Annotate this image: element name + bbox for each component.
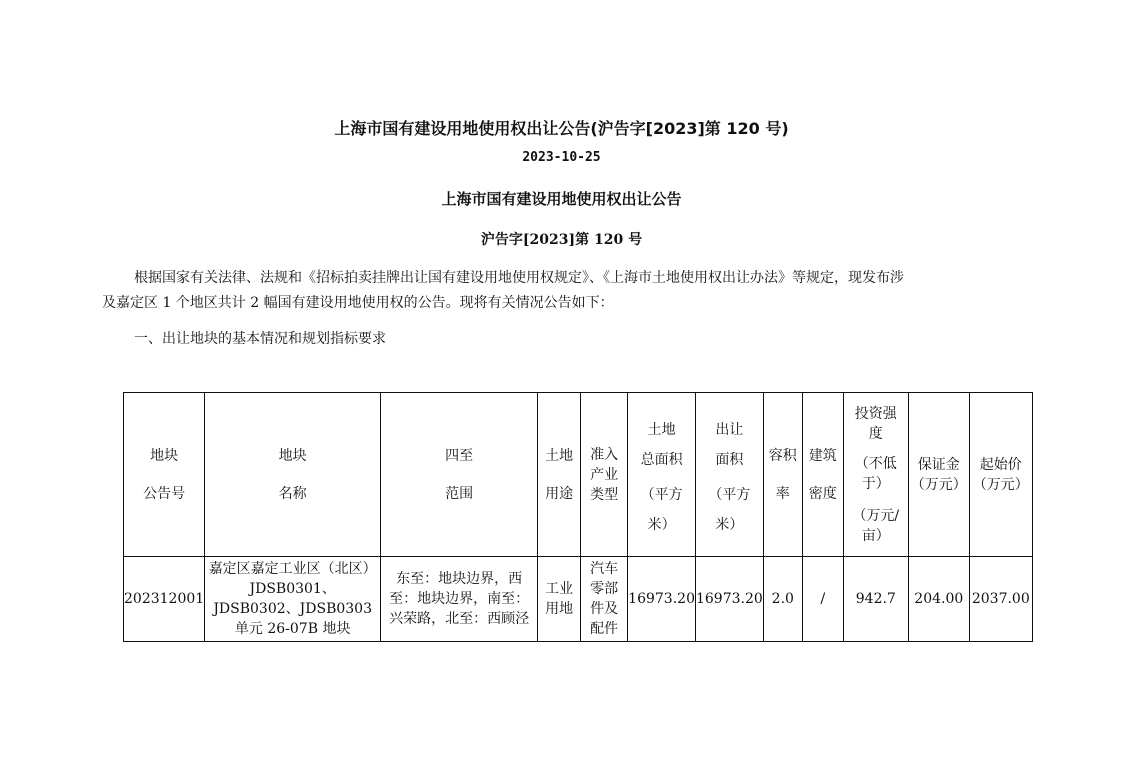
header-boundary: 四至 范围 <box>381 393 538 557</box>
header-plot-name: 地块 名称 <box>205 393 381 557</box>
cell-start-price: 2037.00 <box>969 557 1032 642</box>
cell-land-use: 工业用地 <box>538 557 581 642</box>
publish-date: 2023-10-25 <box>522 150 601 165</box>
cell-investment: 942.7 <box>843 557 908 642</box>
intro-paragraph <box>102 266 1024 316</box>
header-start-price: 起始价 （万元） <box>969 393 1032 557</box>
announcement-heading: 上海市国有建设用地使用权出让公告 <box>441 190 682 208</box>
cell-density: / <box>802 557 843 642</box>
cell-sale-area: 16973.20 <box>695 557 763 642</box>
intro-line-1: 根据国家有关法律、法规和《招标拍卖挂牌出让国有建设用地使用权规定》、《上海市土地使用权出让办法》等规定，现发布涉 <box>134 270 904 286</box>
intro-line-2: 及嘉定区 1 个地区共计 2 幅国有建设用地使用权的公告。现将有关情况公告如下： <box>102 295 614 311</box>
page-title: 上海市国有建设用地使用权出让公告(沪告字[2023]第 120 号) <box>334 119 789 138</box>
cell-industry: 汽车零部件及配件 <box>581 557 628 642</box>
cell-total-area: 16973.20 <box>628 557 696 642</box>
table-header-row <box>124 393 1033 557</box>
header-total-area: 土地 总面积 （平方 米） <box>628 393 696 557</box>
cell-deposit: 204.00 <box>908 557 969 642</box>
section-heading-1: 一、出让地块的基本情况和规划指标要求 <box>134 331 386 347</box>
header-industry: 准入 产业 类型 <box>581 393 628 557</box>
table-row <box>124 557 1033 642</box>
cell-far: 2.0 <box>763 557 802 642</box>
header-density: 建筑 密度 <box>802 393 843 557</box>
header-far: 容积 率 <box>763 393 802 557</box>
header-investment: 投资强 度 （不低 于） （万元/ 亩） <box>843 393 908 557</box>
header-deposit: 保证金 （万元） <box>908 393 969 557</box>
header-plot-no: 地块 公告号 <box>124 393 205 557</box>
cell-plot-name: 嘉定区嘉定工业区（北区）JDSB0301、JDSB0302、JDSB0303 单元 26-07B 地块 <box>205 557 381 642</box>
header-sale-area: 出让 面积 （平方 米） <box>695 393 763 557</box>
cell-plot-no: 202312001 <box>124 557 205 642</box>
header-land-use: 土地 用途 <box>538 393 581 557</box>
document-number: 沪告字[2023]第 120 号 <box>480 232 643 248</box>
cell-boundary: 东至：地块边界，西至：地块边界，南至：兴荣路，北至：西顾泾 <box>381 557 538 642</box>
land-plot-table <box>123 392 1033 642</box>
